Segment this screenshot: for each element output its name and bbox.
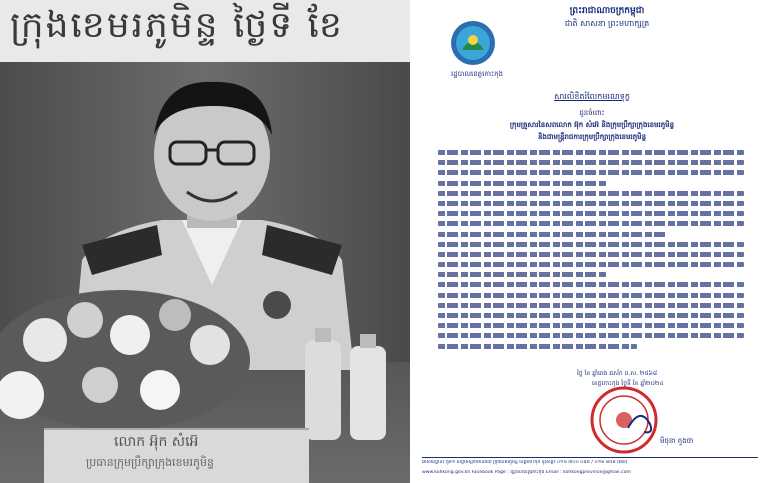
body-text-line: [438, 313, 744, 318]
kingdom-header: ព្រះរាជាណាចក្រកម្ពុជា: [569, 6, 645, 16]
body-text-line: [438, 201, 744, 206]
body-text-line: [438, 303, 744, 308]
footer-divider: [422, 457, 758, 458]
signer-name: មិថុនា ភួងថា: [660, 437, 694, 445]
nameplate-title: ប្រធានក្រុមប្រឹក្សាក្រុងខេមរភូមិន្ទ: [86, 456, 214, 469]
body-text-line: [438, 323, 744, 328]
nameplate-name: លោក អ៊ុក សំអ៊េ: [114, 434, 199, 450]
body-text-line: [438, 252, 744, 257]
body-text-line: [438, 160, 744, 165]
letter-title: សារលិខិតរំលែកមរណទុក្ខ: [554, 92, 630, 101]
body-text-line: [438, 150, 744, 155]
body-text-line: [438, 333, 744, 338]
body-text-line: [438, 221, 744, 226]
footer-contacts: www.kohkong.gov.kh Facebook Page : រដ្ឋបាលខេត្តកោះកុង Email : kohkongprovince@gmail.com: [422, 470, 631, 475]
body-text-line: [438, 262, 744, 267]
lunar-date: ថ្ងៃ ខែ ឆ្នាំរោង ឆស័ក ព.ស. ២៥៦៨: [577, 370, 658, 377]
official-stamp: [588, 384, 660, 456]
body-text-line: [438, 272, 606, 277]
body-text-line: [438, 242, 744, 247]
motto-header: ជាតិ សាសនា ព្រះមហាក្សត្រ: [564, 19, 650, 28]
province-emblem-icon: [450, 20, 496, 66]
body-text-line: [438, 211, 744, 216]
backdrop-banner: [0, 0, 410, 62]
nameplate: [44, 428, 309, 483]
office-name: រដ្ឋបាលខេត្តកោះកុង: [451, 70, 503, 78]
body-text-line: [438, 191, 744, 196]
recipient-line-2: និងជាមន្ត្រីរាជការក្រុមប្រឹក្សាក្រុងខេមរភូមិន្ទ: [537, 133, 647, 141]
body-text-line: [438, 181, 606, 186]
body-text-line: [438, 282, 744, 287]
body-text-line: [438, 344, 637, 349]
body-text-line: [438, 170, 744, 175]
letter-body: [438, 150, 744, 354]
to-label: ជូនចំពោះ: [579, 109, 605, 117]
solar-date: ខេត្តកោះកុង ថ្ងៃទី ខែ ឆ្នាំ២០២៤: [592, 380, 664, 387]
flower-arrangement: [0, 280, 410, 440]
condolence-letter: [412, 0, 768, 483]
body-text-line: [438, 293, 744, 298]
footer-address: អាសយដ្ឋាន៖ ភូមិ១ សង្កាត់ស្មាច់មានជ័យ ក្រុងខេមរភូមិន្ទ ខេត្តកោះកុង ទូរស័ព្ទ៖ ០១៦ ៣០០ ០៨៥ / ០១៦ ៨៥៨ ៧៨៥: [422, 460, 628, 465]
recipient-line-1: ក្រុមគ្រួសារនៃសពលោក អ៊ុក សំអ៊េ និងក្រុមប្រឹក្សាក្រុងខេមរភូមិន្ទ: [509, 121, 675, 129]
banner-text: ក្រុងខេមរភូមិន្ទ ថ្ងៃទី ខែ: [10, 5, 344, 46]
body-text-line: [438, 232, 668, 237]
